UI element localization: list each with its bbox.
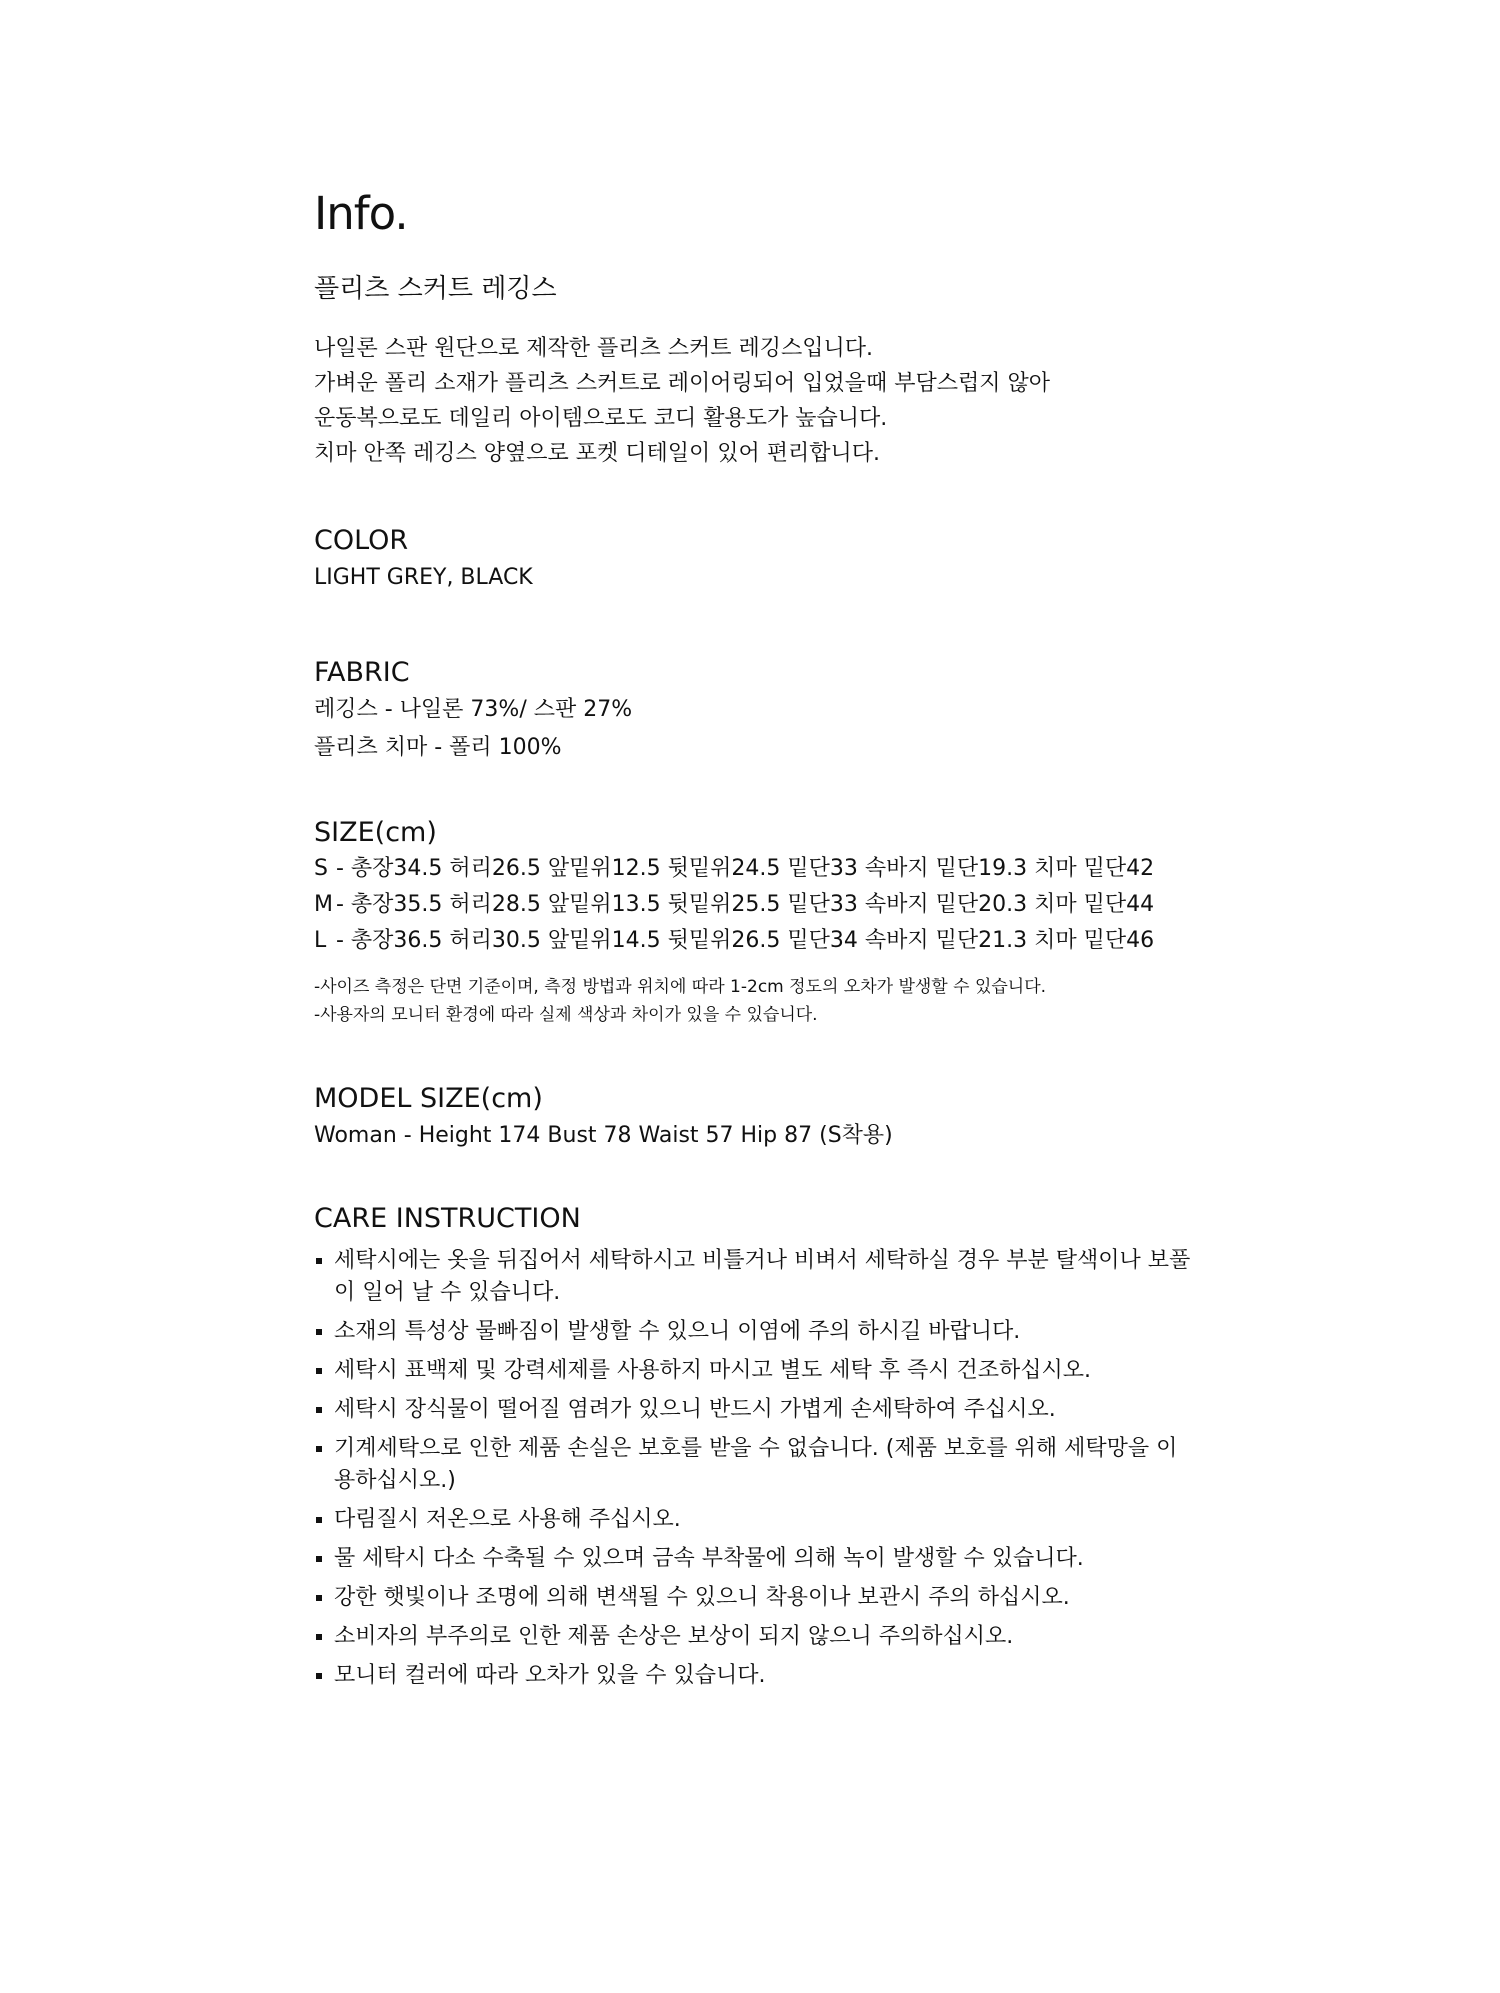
care-heading: CARE INSTRUCTION (314, 1203, 581, 1234)
care-item-text: 소재의 특성상 물빠짐이 발생할 수 있으니 이염에 주의 하시길 바랍니다. (334, 1319, 1021, 1344)
care-item (314, 1621, 1194, 1653)
bullet-icon (316, 1368, 322, 1374)
bullet-icon (316, 1634, 322, 1640)
fabric-heading: FABRIC (314, 657, 410, 688)
description-line: 운동복으로도 데일리 아이템으로도 코디 활용도가 높습니다. (314, 406, 888, 431)
care-item (314, 1316, 1194, 1348)
care-item (314, 1504, 1194, 1536)
model-heading: MODEL SIZE(cm) (314, 1083, 543, 1114)
size-row (314, 923, 1214, 959)
care-item (314, 1660, 1194, 1692)
care-item-text: 세탁시 장식물이 떨어질 염려가 있으니 반드시 가볍게 손세탁하여 주십시오. (334, 1397, 1056, 1422)
product-description (314, 331, 1214, 471)
care-item-text: 세탁시 표백제 및 강력세제를 사용하지 마시고 별도 세탁 후 즉시 건조하십시오. (334, 1358, 1091, 1383)
size-value: - 총장34.5 허리26.5 앞밑위12.5 뒷밑위24.5 밑단33 속바지 밑단19.3 치마 밑단42 (336, 856, 1155, 881)
fabric-section (314, 655, 1214, 767)
product-name: 플리츠 스커트 레깅스 (314, 274, 557, 304)
model-section (314, 1081, 1214, 1155)
bullet-icon (316, 1673, 322, 1679)
care-item (314, 1582, 1194, 1614)
size-key: S (314, 856, 328, 881)
fabric-line: 플리츠 치마 - 폴리 100% (314, 735, 562, 760)
size-key: M (314, 892, 333, 917)
care-item (314, 1245, 1194, 1309)
bullet-icon (316, 1258, 322, 1264)
care-item (314, 1355, 1194, 1387)
care-item-text: 기계세탁으로 인한 제품 손실은 보호를 받을 수 없습니다. (제품 보호를 위해 세탁망을 이용하십시오.) (334, 1436, 1178, 1493)
size-key: L (314, 928, 327, 953)
color-value: LIGHT GREY, BLACK (314, 565, 533, 590)
size-heading: SIZE(cm) (314, 817, 437, 848)
color-section (314, 523, 1214, 597)
bullet-icon (316, 1556, 322, 1562)
size-note: -사이즈 측정은 단면 기준이며, 측정 방법과 위치에 따라 1-2cm 정도의 오차가 발생할 수 있습니다. (314, 977, 1047, 997)
description-line: 치마 안쪽 레깅스 양옆으로 포켓 디테일이 있어 편리합니다. (314, 441, 880, 466)
care-item (314, 1543, 1194, 1575)
size-section (314, 815, 1214, 1029)
info-content (314, 186, 1214, 1708)
size-row (314, 887, 1214, 923)
bullet-icon (316, 1517, 322, 1523)
fabric-line: 레깅스 - 나일론 73%/ 스판 27% (314, 697, 633, 722)
care-item (314, 1433, 1194, 1497)
bullet-icon (316, 1329, 322, 1335)
description-line: 가벼운 폴리 소재가 플리츠 스커트로 레이어링되어 입었을때 부담스럽지 않아 (314, 371, 1051, 396)
bullet-icon (316, 1407, 322, 1413)
care-section (314, 1201, 1214, 1692)
care-item-text: 강한 햇빛이나 조명에 의해 변색될 수 있으니 착용이나 보관시 주의 하십시오. (334, 1585, 1070, 1610)
size-note: -사용자의 모니터 환경에 따라 실제 색상과 차이가 있을 수 있습니다. (314, 1005, 818, 1025)
bullet-icon (316, 1446, 322, 1452)
bullet-icon (316, 1595, 322, 1601)
care-item-text: 세탁시에는 옷을 뒤집어서 세탁하시고 비틀거나 비벼서 세탁하실 경우 부분 탈색이나 보풀이 일어 날 수 있습니다. (334, 1248, 1191, 1305)
care-item-text: 다림질시 저온으로 사용해 주십시오. (334, 1507, 681, 1532)
care-list (314, 1245, 1214, 1692)
care-item-text: 물 세탁시 다소 수축될 수 있으며 금속 부착물에 의해 녹이 발생할 수 있습니다. (334, 1546, 1084, 1571)
size-notes (314, 973, 1214, 1029)
size-value: - 총장36.5 허리30.5 앞밑위14.5 뒷밑위26.5 밑단34 속바지 밑단21.3 치마 밑단46 (336, 928, 1155, 953)
description-line: 나일론 스판 원단으로 제작한 플리츠 스커트 레깅스입니다. (314, 336, 874, 361)
page-title: Info. (314, 187, 408, 240)
size-row (314, 851, 1214, 887)
model-value: Woman - Height 174 Bust 78 Waist 57 Hip 87 (S착용) (314, 1123, 893, 1148)
care-item (314, 1394, 1194, 1426)
color-heading: COLOR (314, 525, 409, 556)
size-value: - 총장35.5 허리28.5 앞밑위13.5 뒷밑위25.5 밑단33 속바지 밑단20.3 치마 밑단44 (336, 892, 1155, 917)
care-item-text: 소비자의 부주의로 인한 제품 손상은 보상이 되지 않으니 주의하십시오. (334, 1624, 1014, 1649)
care-item-text: 모니터 컬러에 따라 오차가 있을 수 있습니다. (334, 1663, 766, 1688)
